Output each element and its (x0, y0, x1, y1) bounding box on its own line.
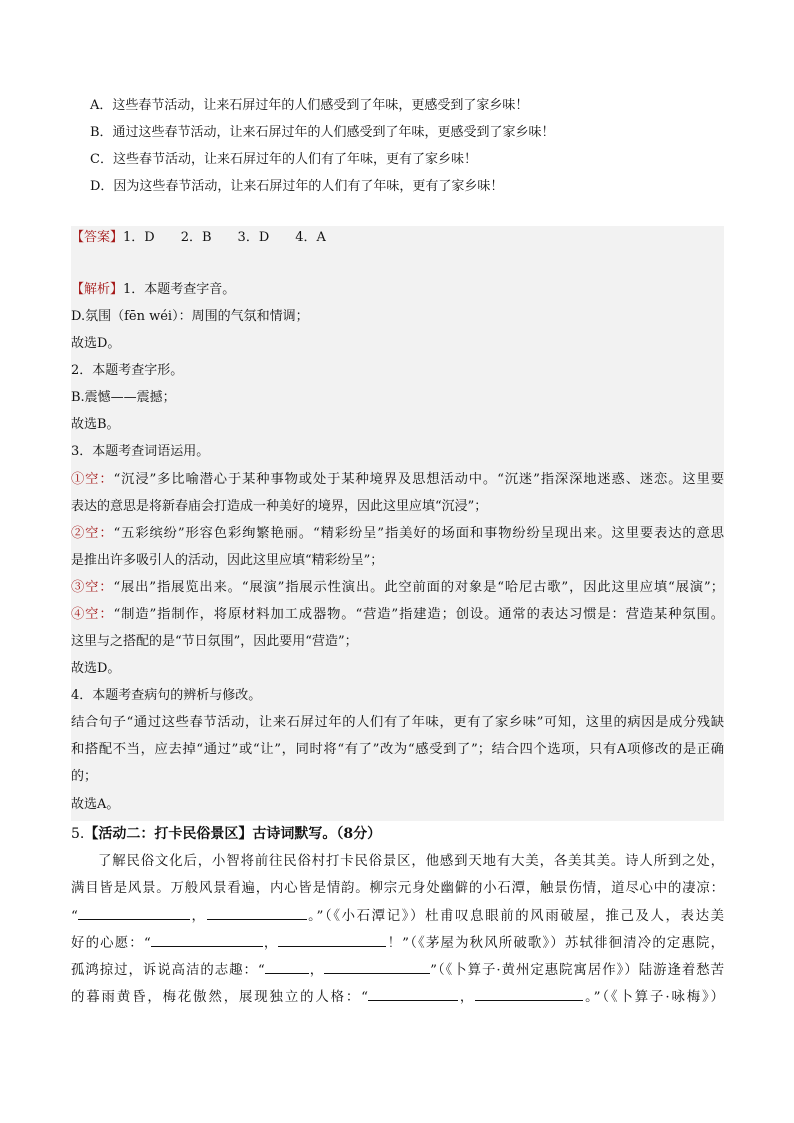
passage-line: “ ， 。”（《小石潭记》）杜甫叹息眼前的风雨破屋，推己及人，表达美 (71, 906, 724, 927)
passage-line: 的暮雨黄昏，梅花傲然，展现独立的人格：“ ， 。”（《卜算子·咏梅》） (71, 987, 724, 1008)
answer-blank[interactable] (265, 960, 309, 974)
analysis-line: 3．本题考查词语运用。 (71, 444, 210, 459)
answer-item: 1．D (123, 230, 155, 245)
analysis-line: 【解析】1．本题考查字音。 (71, 282, 236, 297)
answer-blank[interactable] (207, 906, 307, 920)
analysis-line: 是推出许多吸引人的活动，因此这里应填“精彩纷呈”； (71, 553, 384, 568)
analysis-line: 故选B。 (71, 417, 120, 432)
analysis-line: ①空：“沉浸”多比喻潜心于某种事物或处于某种境界及思想活动中。“沉迷”指深深地迷惑、迷恋。这里要 (71, 472, 724, 487)
answer-blank[interactable] (368, 987, 458, 1001)
answer-item: 2．B (180, 230, 212, 245)
question-5 (71, 824, 725, 1005)
analysis-line: ②空：“五彩缤纷”形容色彩绚繁艳丽。“精彩纷呈”指美好的场面和事物纷纷呈现出来。这里要表达的意思 (71, 526, 724, 541)
analysis-line: D.氛围（fēn wéi）：周围的气氛和情调； (71, 309, 309, 324)
analysis-line: 结合句子“通过这些春节活动，让来石屏过年的人们有了年味，更有了家乡味”可知，这里的病因是成分残缺 (71, 715, 724, 730)
analysis-line: 表达的意思是将新春庙会打造成一种美好的境界，因此这里应填“沉浸”； (71, 499, 488, 514)
option-b: B．通过这些春节活动，让来石屏过年的人们感受到了年味，更感受到了家乡味！ (90, 125, 555, 140)
analysis-line: 故选D。 (71, 336, 121, 351)
passage-line: 孤鸿掠过，诉说高洁的志趣：“ ， ”（《卜算子·黄州定惠院寓居作》）陆游逢着愁苦 (71, 960, 724, 981)
option-d: D．因为这些春节活动，让来石屏过年的人们有了年味，更有了家乡味！ (90, 179, 504, 194)
answer-blank[interactable] (278, 933, 386, 947)
analysis-line: 和搭配不当，应去掉“通过”或“让”，同时将“有了”改为“感受到了”；结合四个选项，只有A项修改的是正确 (71, 742, 724, 757)
activity-label: 【活动二：打卡民俗景区】 (84, 826, 253, 842)
analysis-line: 故选A。 (71, 797, 120, 812)
analysis-line: 这里与之搭配的是“节日氛围”，因此要用“营造”； (71, 634, 358, 649)
analysis-line: 的； (71, 769, 98, 784)
answer-blank[interactable] (78, 906, 190, 920)
option-list (90, 92, 730, 200)
passage-line: 满目皆是风景。万般风景看遍，内心皆是情韵。柳宗元身处幽僻的小石潭，触景伤情，道尽心中的凄凉： (71, 881, 724, 896)
passage-line: 了解民俗文化后，小智将前往民俗村打卡民俗景区，他感到天地有大美，各美其美。诗人所到之处， (98, 854, 724, 869)
passage-line: 好的心愿：“ ， ！”（《茅屋为秋风所破歌》）苏轼徘徊清冷的定惠院， (71, 933, 724, 954)
answer-item: 3．D (237, 230, 270, 245)
option-a: A．这些春节活动，让来石屏过年的人们感受到了年味，更感受到了家乡味！ (90, 98, 529, 113)
answer-line (71, 229, 326, 246)
answer-label: 【答案】 (71, 230, 124, 245)
answer-blank[interactable] (151, 933, 263, 947)
answer-analysis-box (71, 226, 724, 821)
answer-blank[interactable] (475, 987, 583, 1001)
answer-item: 4．A (295, 230, 326, 245)
analysis-line: 4．本题考查病句的辨析与修改。 (71, 688, 262, 703)
analysis-line: 故选D。 (71, 661, 121, 676)
analysis-line: B.震憾——震撼； (71, 390, 176, 405)
analysis-line: ③空：“展出”指展览出来。“展演”指展示性演出。此空前面的对象是“哈尼古歌”，因此这里应填“展演”； (71, 580, 724, 595)
answer-blank[interactable] (324, 960, 430, 974)
option-c: C．这些春节活动，让来石屏过年的人们有了年味，更有了家乡味！ (90, 152, 477, 167)
analysis-line: 2．本题考查字形。 (71, 363, 184, 378)
analysis-label: 【解析】 (71, 282, 124, 297)
analysis-line: ④空：“制造”指制作，将原材料加工成器物。“营造”指建造；创设。通常的表达习惯是：营造某种氛围。 (71, 607, 724, 622)
question-5-title: 5.【活动二：打卡民俗景区】古诗词默写。（8分） (71, 826, 382, 842)
